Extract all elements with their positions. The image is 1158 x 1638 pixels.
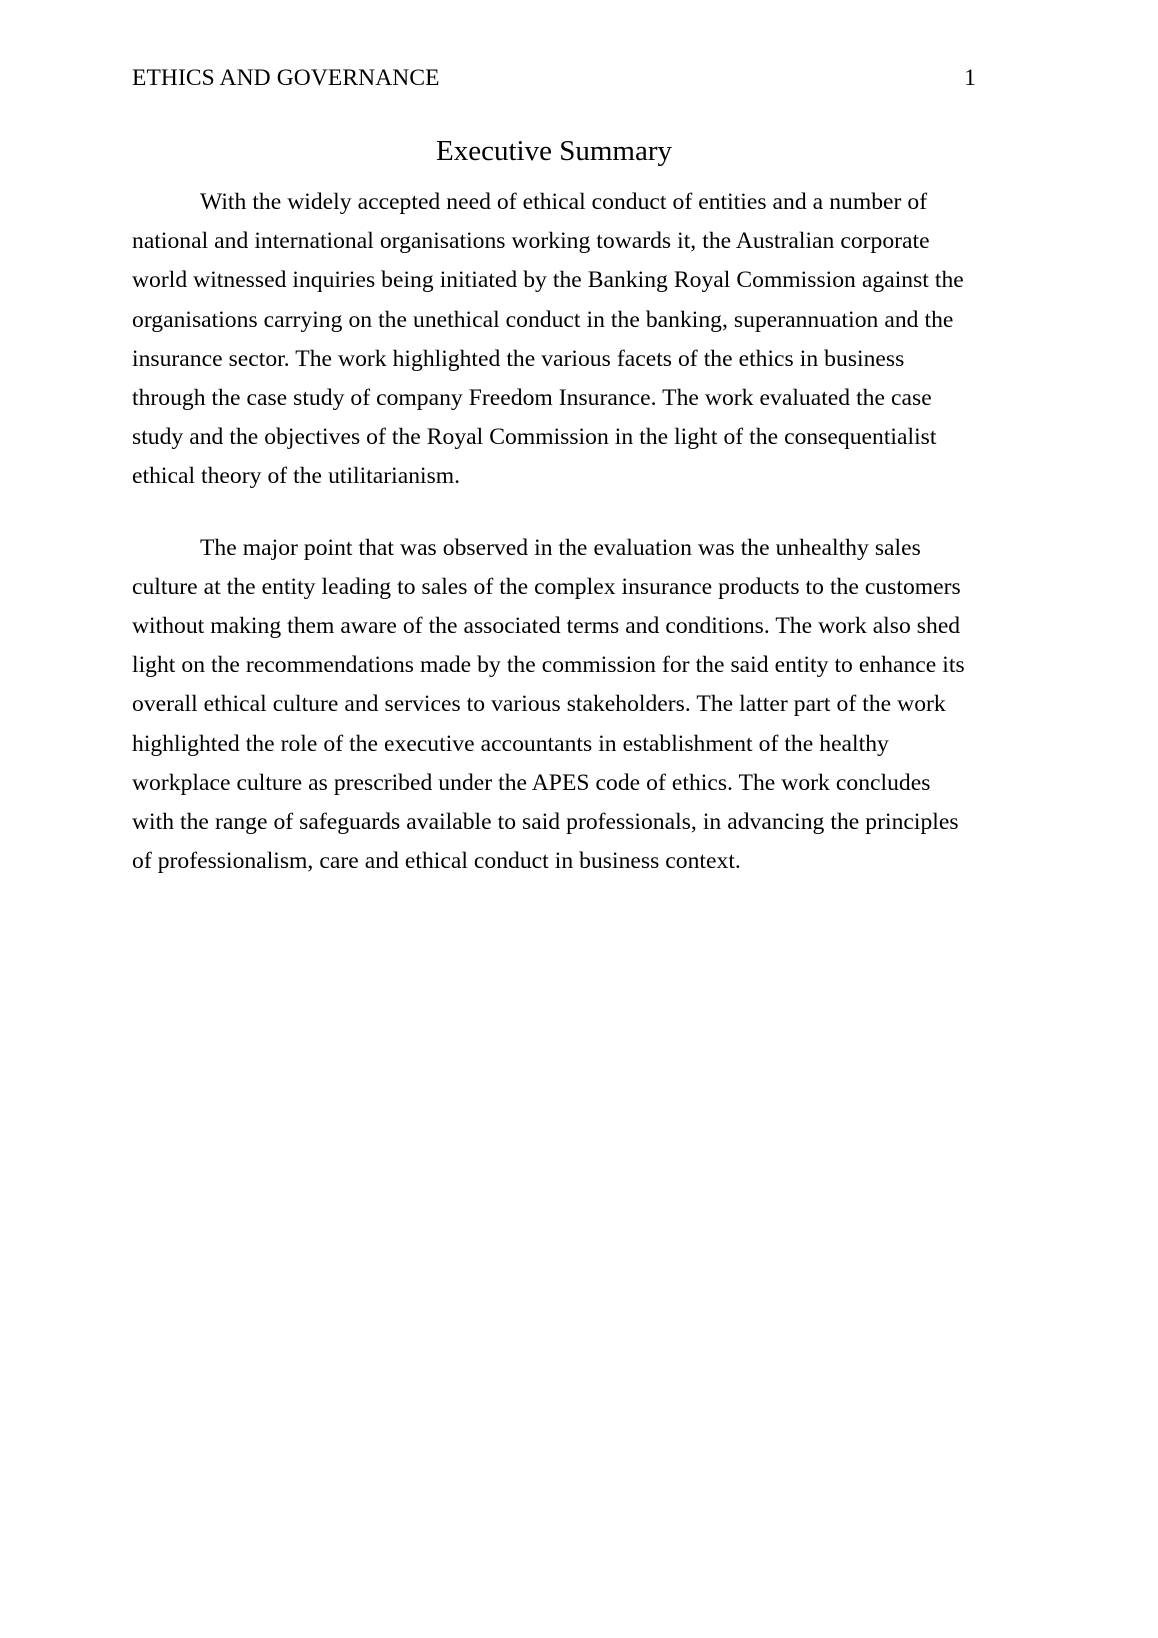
page-title: Executive Summary xyxy=(436,135,672,167)
body-paragraph: With the widely accepted need of ethical conduct of entities and a number of national and international organisations working towards it, the Australian corporate world witnessed inquiries being initiated by the Banking Royal Commission against the organisations carrying on the unethical conduct in the banking, superannuation and the insurance sector. The work highlighted the various facets of the ethics in business through the case study of company Freedom Insurance. The work evaluated the case study and the objectives of the Royal Commission in the light of the consequentialist ethical theory of the utilitarianism. xyxy=(132,189,964,490)
running-header xyxy=(132,64,976,92)
page-number: 1 xyxy=(964,65,976,91)
body-paragraph: The major point that was observed in the evaluation was the unhealthy sales culture at the entity leading to sales of the complex insurance products to the customers without making them aware of the associated terms and conditions. The work also shed light on the recommendations made by the commission for the said entity to enhance its overall ethical culture and services to various stakeholders. The latter part of the work highlighted the role of the executive accountants in establishment of the healthy workplace culture as prescribed under the APES code of ethics. The work concludes with the range of safeguards available to said professionals, in advancing the principles of professionalism, care and ethical conduct in business context. xyxy=(132,534,965,875)
running-head-title: ETHICS AND GOVERNANCE xyxy=(132,65,440,91)
body-text xyxy=(132,183,976,881)
